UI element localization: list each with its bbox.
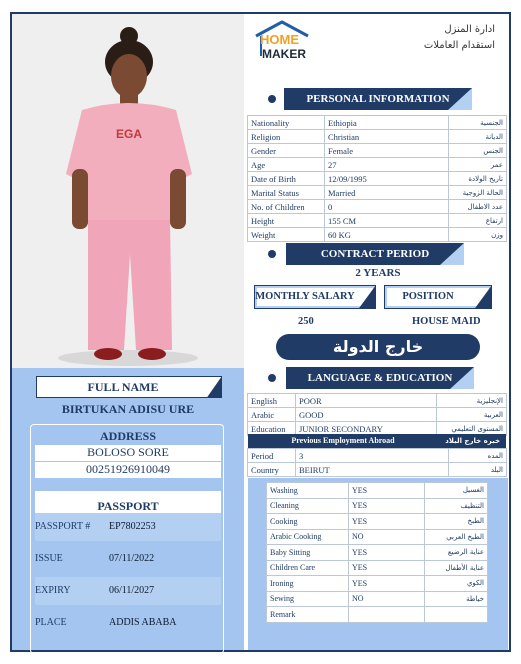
skill-washing-label: Washing [267, 483, 349, 499]
skill-ironing-value: YES [349, 576, 425, 592]
language-education-header [286, 367, 474, 389]
passport-issue-value: 07/11/2022 [109, 553, 155, 564]
skill-washing-value: YES [349, 483, 425, 499]
table-row [267, 576, 488, 592]
logo-text-home: HOME [260, 32, 299, 47]
skill-sewing-label: Sewing [267, 591, 349, 607]
previous-employment-header [248, 434, 506, 448]
passport-issue-label: ISSUE [35, 553, 63, 564]
skill-cleaning-label: Cleaning [267, 498, 349, 514]
candidate-photo [12, 14, 244, 368]
age-label: Age [248, 158, 325, 172]
children-label-ar: عدد الاطفال [449, 200, 507, 214]
weight-label: Weight [248, 228, 325, 242]
arabic-header [385, 22, 495, 54]
gender-label: Gender [248, 144, 325, 158]
table-row [248, 408, 507, 422]
contract-period-title: CONTRACT PERIOD [320, 248, 430, 260]
remark-label-ar [425, 607, 488, 623]
language-table [247, 393, 507, 436]
address-card [30, 424, 224, 654]
remark-value [349, 607, 425, 623]
skill-ironing-label-ar: الكوي [425, 576, 488, 592]
skill-baby-sitting-label-ar: عناية الرضيع [425, 545, 488, 561]
arabic-header-line-1: ادارة المنزل [444, 24, 495, 35]
personal-info-title: PERSONAL INFORMATION [306, 93, 450, 105]
passport-number-value: EP7802253 [109, 521, 156, 532]
table-row [248, 200, 507, 214]
religion-label: Religion [248, 130, 325, 144]
monthly-salary-value: 250 [298, 316, 314, 327]
table-row [248, 449, 507, 463]
skill-arabic-cooking-label: Arabic Cooking [267, 529, 349, 545]
age-label-ar: عمر [449, 158, 507, 172]
english-value: POOR [296, 394, 437, 408]
header-notch-decoration [448, 88, 472, 110]
skill-cleaning-label-ar: التنظيف [425, 498, 488, 514]
header-notch-decoration [450, 367, 474, 389]
table-row [267, 529, 488, 545]
position-label: POSITION [402, 291, 454, 302]
height-label-ar: ارتفاع [449, 214, 507, 228]
full-name-label: FULL NAME [87, 380, 159, 394]
skill-children-care-value: YES [349, 560, 425, 576]
personal-info-table [247, 115, 507, 242]
shirt-print: EGA [116, 127, 143, 141]
skill-arabic-cooking-label-ar: الطبخ العربي [425, 529, 488, 545]
contract-period-header [286, 243, 464, 265]
passport-number-label: PASSPORT # [35, 521, 91, 532]
english-label-ar: الإنجليزية [437, 394, 507, 408]
table-row [267, 607, 488, 623]
skill-children-care-label: Children Care [267, 560, 349, 576]
marital-status-label: Marital Status [248, 186, 325, 200]
weight-value: 60 KG [325, 228, 449, 242]
passport-expiry-value: 06/11/2027 [109, 585, 155, 596]
table-row [248, 144, 507, 158]
section-bullet [268, 374, 276, 382]
nationality-label: Nationality [248, 116, 325, 130]
skill-washing-label-ar: الغسيل [425, 483, 488, 499]
skill-cleaning-value: YES [349, 498, 425, 514]
logo-text-maker: MAKER [262, 47, 306, 61]
skill-baby-sitting-label: Baby Sitting [267, 545, 349, 561]
table-row [267, 560, 488, 576]
table-row [248, 463, 507, 477]
monthly-salary-label: MONTHLY SALARY [255, 291, 355, 302]
religion-label-ar: الديانة [449, 130, 507, 144]
education-label-ar: المستوى التعليمي [437, 422, 507, 436]
table-row [248, 228, 507, 242]
candidate-photo-illustration [12, 14, 244, 368]
skill-sewing-label-ar: خياطة [425, 591, 488, 607]
skill-arabic-cooking-value: NO [349, 529, 425, 545]
passport-place-label: PLACE [35, 617, 67, 628]
table-row [267, 498, 488, 514]
period-label: Period [248, 449, 296, 463]
passport-expiry-row [35, 577, 221, 605]
gender-label-ar: الجنس [449, 144, 507, 158]
previous-employment-title: Previous Employment Abroad [291, 436, 395, 445]
address-label: ADDRESS [99, 429, 156, 443]
skill-baby-sitting-value: YES [349, 545, 425, 561]
passport-place-row [35, 609, 221, 637]
passport-expiry-label: EXPIRY [35, 585, 71, 596]
passport-number-row [35, 513, 221, 541]
section-bullet [268, 95, 276, 103]
table-row [248, 214, 507, 228]
table-row [248, 186, 507, 200]
table-row [267, 514, 488, 530]
english-label: English [248, 394, 296, 408]
age-value: 27 [325, 158, 449, 172]
arabic-header-line-2: استقدام العاملات [423, 40, 495, 51]
table-row [267, 545, 488, 561]
table-row [248, 172, 507, 186]
marital-status-value: Married [325, 186, 449, 200]
dob-label: Date of Birth [248, 172, 325, 186]
gender-value: Female [325, 144, 449, 158]
position-value: HOUSE MAID [412, 316, 481, 327]
previous-employment-table [247, 448, 507, 477]
contract-years: 2 YEARS [355, 267, 401, 279]
table-row [248, 394, 507, 408]
monthly-salary-label-box [254, 285, 376, 309]
table-row [267, 483, 488, 499]
arabic-label: Arabic [248, 408, 296, 422]
table-row [267, 591, 488, 607]
previous-employment-title-ar: خبره خارج البلاد [445, 437, 500, 445]
period-value: 3 [296, 449, 449, 463]
section-bullet [268, 250, 276, 258]
skill-sewing-value: NO [349, 591, 425, 607]
country-value: BEIRUT [296, 463, 449, 477]
personal-info-header [284, 88, 472, 110]
education-label: Education [248, 422, 296, 436]
arabic-value: GOOD [296, 408, 437, 422]
language-education-title: LANGUAGE & EDUCATION [307, 372, 453, 384]
country-label: Country [248, 463, 296, 477]
nationality-label-ar: الجنسية [449, 116, 507, 130]
abroad-arabic-banner: خارج الدولة [276, 334, 480, 360]
children-value: 0 [325, 200, 449, 214]
marital-status-label-ar: الحالة الزوجية [449, 186, 507, 200]
table-row [248, 130, 507, 144]
remark-label: Remark [267, 607, 349, 623]
skill-cooking-value: YES [349, 514, 425, 530]
skill-cooking-label: Cooking [267, 514, 349, 530]
full-name-header [36, 376, 222, 398]
full-name-value: BIRTUKAN ADISU URE [61, 402, 195, 416]
position-label-box [384, 285, 492, 309]
table-row [248, 116, 507, 130]
dob-label-ar: تاريخ الولادة [449, 172, 507, 186]
dob-value: 12/09/1995 [325, 172, 449, 186]
arabic-label-ar: العربية [437, 408, 507, 422]
religion-value: Christian [325, 130, 449, 144]
table-row [248, 158, 507, 172]
address-line-2: 00251926910049 [35, 462, 221, 478]
address-line-1: BOLOSO SORE [35, 445, 221, 461]
passport-label: PASSPORT [35, 491, 221, 521]
header-notch-decoration [440, 243, 464, 265]
nationality-value: Ethiopia [325, 116, 449, 130]
education-value: JUNIOR SECONDARY [296, 422, 437, 436]
passport-issue-row [35, 545, 221, 573]
skill-cooking-label-ar: الطبخ [425, 514, 488, 530]
height-value: 155 CM [325, 214, 449, 228]
country-label-ar: البلد [449, 463, 507, 477]
weight-label-ar: وزن [449, 228, 507, 242]
height-label: Height [248, 214, 325, 228]
period-label-ar: المده [449, 449, 507, 463]
skill-ironing-label: Ironing [267, 576, 349, 592]
passport-place-value: ADDIS ABABA [109, 617, 177, 628]
children-label: No. of Children [248, 200, 325, 214]
skills-table [266, 482, 488, 623]
skill-children-care-label-ar: عناية الأطفال [425, 560, 488, 576]
